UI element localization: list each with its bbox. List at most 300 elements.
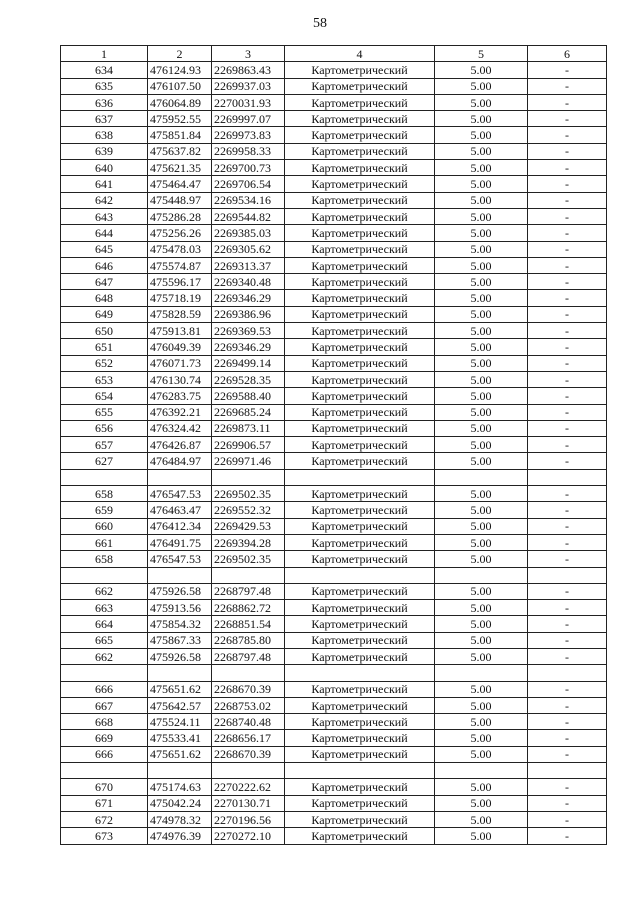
accuracy-cell: 5.00 <box>435 420 528 436</box>
note-cell: - <box>528 274 607 290</box>
y-coordinate-cell: 2269385.03 <box>212 225 285 241</box>
point-number-cell: 660 <box>61 518 148 534</box>
table-row <box>61 632 607 648</box>
accuracy-cell: 5.00 <box>435 62 528 78</box>
accuracy-cell: 5.00 <box>435 127 528 143</box>
method-cell: Картометрический <box>285 518 435 534</box>
note-cell: - <box>528 323 607 339</box>
method-cell: Картометрический <box>285 681 435 697</box>
x-coordinate-cell: 475651.62 <box>148 746 212 762</box>
method-cell: Картометрический <box>285 241 435 257</box>
point-number-cell: 645 <box>61 241 148 257</box>
note-cell: - <box>528 355 607 371</box>
point-number-cell: 643 <box>61 208 148 224</box>
note-cell: - <box>528 632 607 648</box>
note-cell: - <box>528 160 607 176</box>
accuracy-cell: 5.00 <box>435 143 528 159</box>
method-cell: Картометрический <box>285 290 435 306</box>
method-cell: Картометрический <box>285 306 435 322</box>
x-coordinate-cell: 475851.84 <box>148 127 212 143</box>
x-coordinate-cell: 475913.56 <box>148 600 212 616</box>
point-number-cell: 667 <box>61 697 148 713</box>
y-coordinate-cell: 2269906.57 <box>212 437 285 453</box>
point-number-cell: 634 <box>61 62 148 78</box>
table-row <box>61 583 607 599</box>
note-cell: - <box>528 62 607 78</box>
accuracy-cell: 5.00 <box>435 502 528 518</box>
table-row <box>61 78 607 94</box>
x-coordinate-cell: 475448.97 <box>148 192 212 208</box>
table-row <box>61 518 607 534</box>
table-row <box>61 94 607 110</box>
note-cell <box>528 763 607 779</box>
note-cell <box>528 665 607 681</box>
method-cell: Картометрический <box>285 208 435 224</box>
method-cell <box>285 763 435 779</box>
method-cell: Картометрический <box>285 730 435 746</box>
table-row <box>61 371 607 387</box>
method-cell: Картометрический <box>285 257 435 273</box>
note-cell: - <box>528 600 607 616</box>
method-cell: Картометрический <box>285 502 435 518</box>
table-row <box>61 208 607 224</box>
x-coordinate-cell: 476324.42 <box>148 420 212 436</box>
x-coordinate-cell: 474976.39 <box>148 828 212 844</box>
note-cell: - <box>528 828 607 844</box>
x-coordinate-cell: 476463.47 <box>148 502 212 518</box>
point-number-cell: 658 <box>61 486 148 502</box>
note-cell: - <box>528 453 607 469</box>
column-header-3: 3 <box>212 46 285 62</box>
point-number-cell <box>61 665 148 681</box>
x-coordinate-cell: 476426.87 <box>148 437 212 453</box>
point-number-cell: 656 <box>61 420 148 436</box>
note-cell <box>528 567 607 583</box>
table-row <box>61 192 607 208</box>
accuracy-cell: 5.00 <box>435 583 528 599</box>
x-coordinate-cell: 476491.75 <box>148 534 212 550</box>
point-number-cell: 666 <box>61 746 148 762</box>
point-number-cell: 671 <box>61 795 148 811</box>
y-coordinate-cell: 2269346.29 <box>212 339 285 355</box>
point-number-cell: 653 <box>61 371 148 387</box>
method-cell: Картометрический <box>285 551 435 567</box>
table-row <box>61 648 607 664</box>
method-cell: Картометрический <box>285 583 435 599</box>
x-coordinate-cell: 475286.28 <box>148 208 212 224</box>
method-cell: Картометрический <box>285 714 435 730</box>
point-number-cell: 673 <box>61 828 148 844</box>
x-coordinate-cell: 475854.32 <box>148 616 212 632</box>
x-coordinate-cell: 475174.63 <box>148 779 212 795</box>
accuracy-cell: 5.00 <box>435 648 528 664</box>
point-number-cell: 662 <box>61 648 148 664</box>
accuracy-cell: 5.00 <box>435 323 528 339</box>
note-cell: - <box>528 192 607 208</box>
y-coordinate-cell: 2269971.46 <box>212 453 285 469</box>
note-cell: - <box>528 502 607 518</box>
accuracy-cell: 5.00 <box>435 78 528 94</box>
point-number-cell <box>61 763 148 779</box>
note-cell: - <box>528 306 607 322</box>
method-cell: Картометрический <box>285 404 435 420</box>
x-coordinate-cell: 475478.03 <box>148 241 212 257</box>
y-coordinate-cell: 2269369.53 <box>212 323 285 339</box>
y-coordinate-cell: 2269340.48 <box>212 274 285 290</box>
method-cell: Картометрический <box>285 225 435 241</box>
note-cell: - <box>528 681 607 697</box>
x-coordinate-cell: 476130.74 <box>148 371 212 387</box>
x-coordinate-cell: 476412.34 <box>148 518 212 534</box>
y-coordinate-cell: 2269863.43 <box>212 62 285 78</box>
method-cell: Картометрический <box>285 648 435 664</box>
table-row <box>61 306 607 322</box>
y-coordinate-cell: 2269873.11 <box>212 420 285 436</box>
note-cell: - <box>528 420 607 436</box>
note-cell: - <box>528 290 607 306</box>
point-number-cell: 668 <box>61 714 148 730</box>
point-number-cell: 637 <box>61 111 148 127</box>
x-coordinate-cell: 476392.21 <box>148 404 212 420</box>
method-cell: Картометрический <box>285 746 435 762</box>
column-header-4: 4 <box>285 46 435 62</box>
accuracy-cell: 5.00 <box>435 306 528 322</box>
y-coordinate-cell: 2268670.39 <box>212 746 285 762</box>
accuracy-cell: 5.00 <box>435 811 528 827</box>
column-header-2: 2 <box>148 46 212 62</box>
point-number-cell: 655 <box>61 404 148 420</box>
table-row <box>61 453 607 469</box>
method-cell: Картометрический <box>285 534 435 550</box>
y-coordinate-cell: 2269552.32 <box>212 502 285 518</box>
x-coordinate-cell: 475926.58 <box>148 583 212 599</box>
note-cell: - <box>528 404 607 420</box>
note-cell: - <box>528 486 607 502</box>
column-header-1: 1 <box>61 46 148 62</box>
accuracy-cell: 5.00 <box>435 697 528 713</box>
table-row <box>61 534 607 550</box>
y-coordinate-cell: 2269429.53 <box>212 518 285 534</box>
y-coordinate-cell: 2268740.48 <box>212 714 285 730</box>
x-coordinate-cell: 475926.58 <box>148 648 212 664</box>
table-row <box>61 323 607 339</box>
y-coordinate-cell <box>212 665 285 681</box>
note-cell: - <box>528 176 607 192</box>
method-cell <box>285 567 435 583</box>
method-cell: Картометрический <box>285 143 435 159</box>
note-cell: - <box>528 616 607 632</box>
table-body <box>61 62 607 844</box>
x-coordinate-cell: 475913.81 <box>148 323 212 339</box>
accuracy-cell <box>435 567 528 583</box>
y-coordinate-cell: 2269544.82 <box>212 208 285 224</box>
accuracy-cell: 5.00 <box>435 208 528 224</box>
x-coordinate-cell <box>148 469 212 485</box>
accuracy-cell: 5.00 <box>435 225 528 241</box>
point-number-cell: 658 <box>61 551 148 567</box>
point-number-cell: 647 <box>61 274 148 290</box>
y-coordinate-cell: 2268670.39 <box>212 681 285 697</box>
note-cell: - <box>528 208 607 224</box>
note-cell: - <box>528 388 607 404</box>
table-row <box>61 404 607 420</box>
method-cell: Картометрический <box>285 632 435 648</box>
accuracy-cell: 5.00 <box>435 746 528 762</box>
header-row <box>61 46 607 62</box>
x-coordinate-cell: 475867.33 <box>148 632 212 648</box>
accuracy-cell: 5.00 <box>435 257 528 273</box>
point-number-cell: 648 <box>61 290 148 306</box>
accuracy-cell: 5.00 <box>435 681 528 697</box>
accuracy-cell: 5.00 <box>435 795 528 811</box>
note-cell: - <box>528 111 607 127</box>
point-number-cell: 640 <box>61 160 148 176</box>
y-coordinate-cell: 2269394.28 <box>212 534 285 550</box>
point-number-cell: 666 <box>61 681 148 697</box>
note-cell: - <box>528 730 607 746</box>
table-row <box>61 828 607 844</box>
y-coordinate-cell <box>212 469 285 485</box>
note-cell: - <box>528 714 607 730</box>
x-coordinate-cell: 476283.75 <box>148 388 212 404</box>
x-coordinate-cell: 475828.59 <box>148 306 212 322</box>
accuracy-cell: 5.00 <box>435 534 528 550</box>
method-cell: Картометрический <box>285 62 435 78</box>
method-cell: Картометрический <box>285 795 435 811</box>
accuracy-cell: 5.00 <box>435 779 528 795</box>
accuracy-cell: 5.00 <box>435 388 528 404</box>
accuracy-cell: 5.00 <box>435 290 528 306</box>
table-row <box>61 551 607 567</box>
table-row <box>61 225 607 241</box>
y-coordinate-cell: 2269588.40 <box>212 388 285 404</box>
x-coordinate-cell: 475574.87 <box>148 257 212 273</box>
point-number-cell: 644 <box>61 225 148 241</box>
y-coordinate-cell: 2269973.83 <box>212 127 285 143</box>
note-cell: - <box>528 779 607 795</box>
accuracy-cell: 5.00 <box>435 192 528 208</box>
accuracy-cell: 5.00 <box>435 371 528 387</box>
column-header-6: 6 <box>528 46 607 62</box>
accuracy-cell: 5.00 <box>435 339 528 355</box>
table-row <box>61 241 607 257</box>
y-coordinate-cell: 2269700.73 <box>212 160 285 176</box>
y-coordinate-cell: 2270031.93 <box>212 94 285 110</box>
point-number-cell: 669 <box>61 730 148 746</box>
column-header-5: 5 <box>435 46 528 62</box>
table-row <box>61 437 607 453</box>
y-coordinate-cell: 2268785.80 <box>212 632 285 648</box>
table-row <box>61 763 607 779</box>
method-cell: Картометрический <box>285 420 435 436</box>
note-cell: - <box>528 257 607 273</box>
x-coordinate-cell <box>148 567 212 583</box>
table-row <box>61 355 607 371</box>
method-cell: Картометрический <box>285 779 435 795</box>
x-coordinate-cell: 476484.97 <box>148 453 212 469</box>
table-row <box>61 502 607 518</box>
y-coordinate-cell: 2268862.72 <box>212 600 285 616</box>
method-cell: Картометрический <box>285 78 435 94</box>
note-cell <box>528 469 607 485</box>
coordinates-table <box>60 45 607 845</box>
x-coordinate-cell: 476124.93 <box>148 62 212 78</box>
accuracy-cell: 5.00 <box>435 437 528 453</box>
y-coordinate-cell: 2268753.02 <box>212 697 285 713</box>
y-coordinate-cell: 2269528.35 <box>212 371 285 387</box>
table-row <box>61 62 607 78</box>
table-row <box>61 257 607 273</box>
y-coordinate-cell: 2269997.07 <box>212 111 285 127</box>
point-number-cell: 636 <box>61 94 148 110</box>
x-coordinate-cell: 475464.47 <box>148 176 212 192</box>
y-coordinate-cell: 2269346.29 <box>212 290 285 306</box>
y-coordinate-cell: 2269958.33 <box>212 143 285 159</box>
y-coordinate-cell: 2269499.14 <box>212 355 285 371</box>
method-cell: Картометрический <box>285 600 435 616</box>
method-cell: Картометрический <box>285 697 435 713</box>
point-number-cell: 662 <box>61 583 148 599</box>
table-row <box>61 111 607 127</box>
y-coordinate-cell: 2269313.37 <box>212 257 285 273</box>
x-coordinate-cell: 475642.57 <box>148 697 212 713</box>
method-cell: Картометрический <box>285 486 435 502</box>
table-row <box>61 714 607 730</box>
note-cell: - <box>528 241 607 257</box>
accuracy-cell: 5.00 <box>435 94 528 110</box>
x-coordinate-cell: 475651.62 <box>148 681 212 697</box>
method-cell: Картометрический <box>285 323 435 339</box>
x-coordinate-cell: 475621.35 <box>148 160 212 176</box>
note-cell: - <box>528 371 607 387</box>
x-coordinate-cell: 475718.19 <box>148 290 212 306</box>
accuracy-cell: 5.00 <box>435 486 528 502</box>
accuracy-cell: 5.00 <box>435 176 528 192</box>
x-coordinate-cell: 475952.55 <box>148 111 212 127</box>
accuracy-cell <box>435 763 528 779</box>
method-cell: Картометрический <box>285 355 435 371</box>
method-cell: Картометрический <box>285 453 435 469</box>
accuracy-cell: 5.00 <box>435 600 528 616</box>
point-number-cell: 665 <box>61 632 148 648</box>
point-number-cell: 654 <box>61 388 148 404</box>
accuracy-cell: 5.00 <box>435 453 528 469</box>
method-cell: Картометрический <box>285 111 435 127</box>
x-coordinate-cell: 476071.73 <box>148 355 212 371</box>
point-number-cell <box>61 567 148 583</box>
note-cell: - <box>528 551 607 567</box>
x-coordinate-cell: 476547.53 <box>148 486 212 502</box>
table-row <box>61 567 607 583</box>
accuracy-cell: 5.00 <box>435 111 528 127</box>
y-coordinate-cell: 2269502.35 <box>212 486 285 502</box>
point-number-cell: 638 <box>61 127 148 143</box>
method-cell: Картометрический <box>285 388 435 404</box>
table-row <box>61 779 607 795</box>
x-coordinate-cell: 475637.82 <box>148 143 212 159</box>
y-coordinate-cell <box>212 567 285 583</box>
point-number-cell: 672 <box>61 811 148 827</box>
accuracy-cell <box>435 469 528 485</box>
table-row <box>61 795 607 811</box>
point-number-cell: 635 <box>61 78 148 94</box>
point-number-cell: 670 <box>61 779 148 795</box>
note-cell: - <box>528 127 607 143</box>
point-number-cell: 650 <box>61 323 148 339</box>
accuracy-cell: 5.00 <box>435 518 528 534</box>
note-cell: - <box>528 648 607 664</box>
point-number-cell: 652 <box>61 355 148 371</box>
method-cell: Картометрический <box>285 437 435 453</box>
point-number-cell: 659 <box>61 502 148 518</box>
method-cell: Картометрический <box>285 94 435 110</box>
note-cell: - <box>528 583 607 599</box>
note-cell: - <box>528 94 607 110</box>
method-cell <box>285 469 435 485</box>
table-row <box>61 616 607 632</box>
accuracy-cell: 5.00 <box>435 551 528 567</box>
method-cell: Картометрический <box>285 274 435 290</box>
accuracy-cell: 5.00 <box>435 632 528 648</box>
table-row <box>61 811 607 827</box>
x-coordinate-cell: 476064.89 <box>148 94 212 110</box>
point-number-cell: 649 <box>61 306 148 322</box>
table-row <box>61 388 607 404</box>
point-number-cell: 641 <box>61 176 148 192</box>
page-number: 58 <box>313 16 327 31</box>
table-row <box>61 469 607 485</box>
table-row <box>61 176 607 192</box>
x-coordinate-cell: 476107.50 <box>148 78 212 94</box>
accuracy-cell: 5.00 <box>435 160 528 176</box>
y-coordinate-cell: 2268656.17 <box>212 730 285 746</box>
y-coordinate-cell: 2268797.48 <box>212 583 285 599</box>
table-row <box>61 486 607 502</box>
method-cell: Картометрический <box>285 616 435 632</box>
x-coordinate-cell: 476547.53 <box>148 551 212 567</box>
table-header <box>61 46 607 62</box>
table-row <box>61 290 607 306</box>
note-cell: - <box>528 339 607 355</box>
method-cell: Картометрический <box>285 339 435 355</box>
x-coordinate-cell: 475256.26 <box>148 225 212 241</box>
accuracy-cell: 5.00 <box>435 828 528 844</box>
note-cell: - <box>528 518 607 534</box>
accuracy-cell <box>435 665 528 681</box>
y-coordinate-cell: 2268851.54 <box>212 616 285 632</box>
method-cell: Картометрический <box>285 371 435 387</box>
y-coordinate-cell: 2269706.54 <box>212 176 285 192</box>
method-cell <box>285 665 435 681</box>
y-coordinate-cell: 2269937.03 <box>212 78 285 94</box>
point-number-cell: 664 <box>61 616 148 632</box>
x-coordinate-cell <box>148 763 212 779</box>
accuracy-cell: 5.00 <box>435 404 528 420</box>
y-coordinate-cell: 2270272.10 <box>212 828 285 844</box>
note-cell: - <box>528 697 607 713</box>
point-number-cell <box>61 469 148 485</box>
point-number-cell: 661 <box>61 534 148 550</box>
table-row <box>61 665 607 681</box>
y-coordinate-cell: 2269534.16 <box>212 192 285 208</box>
table-row <box>61 420 607 436</box>
table-row <box>61 127 607 143</box>
x-coordinate-cell: 474978.32 <box>148 811 212 827</box>
note-cell: - <box>528 225 607 241</box>
note-cell: - <box>528 143 607 159</box>
accuracy-cell: 5.00 <box>435 274 528 290</box>
x-coordinate-cell: 476049.39 <box>148 339 212 355</box>
